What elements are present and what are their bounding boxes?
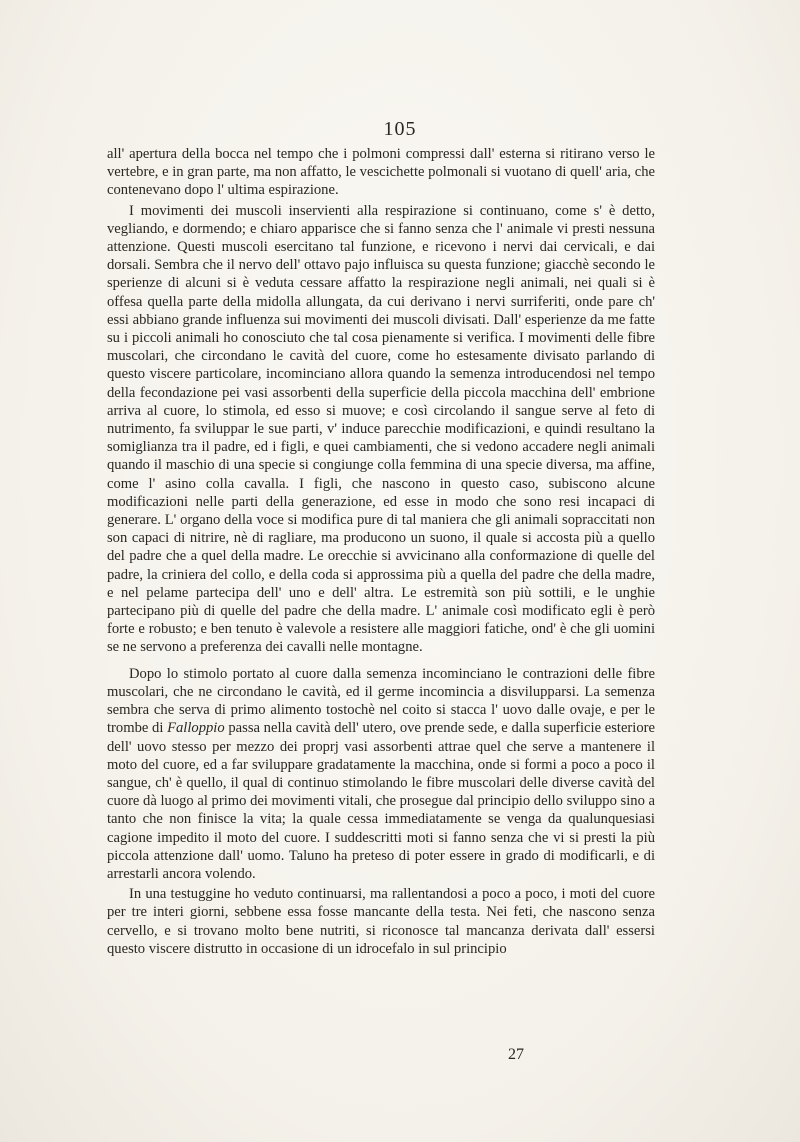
signature-mark: 27 — [508, 1046, 524, 1063]
paragraph-2: I movimenti dei muscoli inservienti alla respirazione si continuano, come s' è detto, vegliando, e dormendo; e chiaro apparisce che si fanno senza che l' animale vi presti nessuna attenzione. Questi muscoli esercitano tal funzione, e ricevono i nervi dai cervicali, e dai dorsali. Sembra che il nervo dell' ottavo pajo influisca su questa funzione; giacchè secondo le sperienze di alcuni si è veduta cessare affatto la respirazione negli animali, nei quali si è offesa quella parte della midolla allungata, da cui derivano i nervi surriferiti, onde pare ch' essi abbiano grande influenza sui movimenti dei muscoli divisati. Dall' esperienze da me fatte su i piccoli animali ho conosciuto che tal cosa pienamente si verifica. I movimenti delle fibre muscolari, che circondano le cavità del cuore, come ho estesamente divisato parlando di questo viscere particolare, incominciano allora quando la semenza introducendosi nel tempo della fecondazione pei vasi assorbenti della superficie della piccola macchina dell' embrione arriva al cuore, lo stimola, ed esso si muove; e così circolando il sangue serve al feto di nutrimento, fa sviluppar le sue parti, v' induce parecchie modificazioni, e quindi resultano la somiglianza tra il padre, ed i figli, e quei cambiamenti, che si vedono accadere negli animali quando il maschio di una specie si congiunge colla femmina di una specie diversa, ma affine, come l' asino colla cavalla. I figli, che nascono in questo caso, subiscono alcune modificazioni nelle parti della generazione, ed esse in modo che sono resi incapaci di generare. L' organo della voce si modifica pure di tal maniera che gli animali sopraccitati non son capaci di nitrire, nè di ragliare, ma producono un suono, il quale si accosta più a quello del padre che a quel della madre. Le orecchie si avvicinano alla conformazione di quelle del padre, la criniera del collo, e della coda si approssima più a quella del padre che della madre, e nel pelame partecipa dell' uno e dell' altra. Le estremità son più sottili, e le unghie partecipano più di quelle del padre che della madre. L' animale così modificato egli è però forte e robusto; e ben tenuto è valevole a resistere alle maggiori fatiche, ond' è che gli uomini se ne servono a preferenza dei cavalli nelle montagne. — [107, 202, 655, 656]
paragraph-3: Dopo lo stimolo portato al cuore dalla semenza incominciano le contrazioni delle fibre muscolari, che ne circondano le cavità, ed il germe incomincia a disvilupparsi. La semenza sembra che serva di primo alimento tostochè nel coito si stacca l' uovo dalle ovaje, e per le trombe di Falloppio passa nella cavità dell' utero, ove prende sede, e dalla superficie esteriore dell' uovo stesso per mezzo dei proprj vasi assorbenti attrae quel che serve a mantenere il moto del cuore, ed a far sviluppare gradatamente la macchina, onde si formi a poco a poco il sangue, ch' è quello, il qual di continuo stimolando le fibre muscolari delle diverse cavità del cuore dà luogo al primo dei movimenti vitali, che prosegue dal principio dello sviluppo sino a tanto che non finisce la vita; la quale cessa immediatamente se venga da qualunquesiasi cagione impedito il moto del cuore. I suddescritti moti si fanno senza che vi si presti la più piccola attenzione dall' uomo. Taluno ha preteso di poter essere in grado di modificarli, e di arrestarli ancora volendo. — [107, 665, 655, 882]
paragraph-1: all' apertura della bocca nel tempo che i polmoni compressi dall' esterna si ritirano verso le vertebre, e in gran parte, ma non affatto, le vescichette polmonali si vuotano di quell' aria, che contenevano dopo l' ultima espirazione. — [107, 146, 655, 199]
italic-name: Falloppio — [167, 720, 225, 737]
paragraph-4: In una testuggine ho veduto continuarsi, ma rallentandosi a poco a poco, i moti del cuore per tre interi giorni, sebbene essa fosse mancante della testa. Nei feti, che nascono senza cervello, e si trovano molto bene nutriti, si riconosce tal mancanza derivata dall' essersi questo viscere distrutto in occasione di un idrocefalo in sul principio — [107, 886, 655, 957]
body-text — [107, 145, 655, 960]
page-number: 105 — [383, 118, 417, 140]
